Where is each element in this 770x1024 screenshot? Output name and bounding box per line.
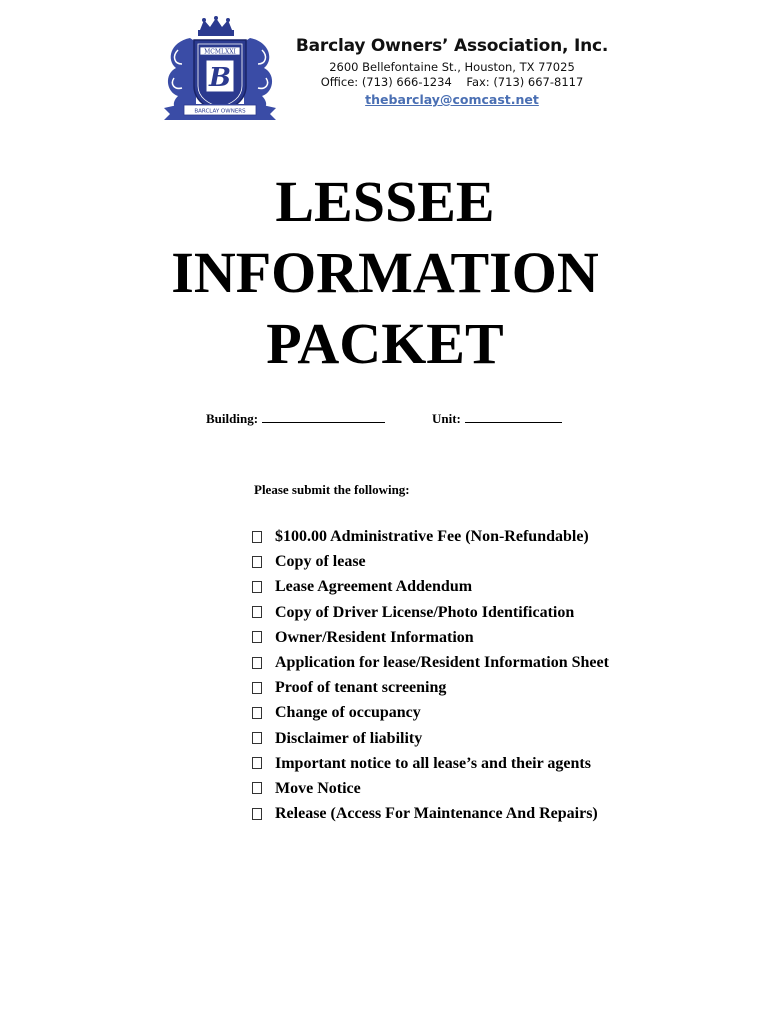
checkbox[interactable]	[252, 657, 262, 669]
checklist-item	[252, 751, 609, 776]
logo-letter: B	[209, 63, 231, 93]
checklist-item-label: Disclaimer of liability	[275, 729, 423, 747]
packet-title	[0, 166, 770, 379]
checkbox[interactable]	[252, 606, 262, 618]
checklist-item	[252, 801, 609, 826]
checklist-item	[252, 776, 609, 801]
checkbox[interactable]	[252, 808, 262, 820]
checklist-item	[252, 675, 609, 700]
title-line-1: LESSEE	[275, 169, 495, 234]
checkbox[interactable]	[252, 782, 262, 794]
checklist-item	[252, 700, 609, 725]
checklist-item	[252, 600, 609, 625]
checklist-item	[252, 549, 609, 574]
checklist-item-label: Release (Access For Maintenance And Repairs)	[275, 805, 598, 823]
organization-header	[270, 36, 634, 108]
checklist-item	[252, 524, 609, 549]
association-logo	[160, 16, 280, 122]
organization-phone-fax: Office: (713) 666-1234 Fax: (713) 667-8117	[320, 75, 584, 89]
checkbox[interactable]	[252, 556, 262, 568]
checkbox[interactable]	[252, 531, 262, 543]
checklist-item	[252, 726, 609, 751]
required-documents-checklist	[252, 524, 609, 826]
organization-name: Barclay Owners’ Association, Inc.	[295, 36, 609, 56]
checkbox[interactable]	[252, 631, 262, 643]
building-label: Building:	[206, 411, 259, 426]
unit-label: Unit:	[432, 411, 461, 426]
checkbox[interactable]	[252, 707, 262, 719]
logo-ribbon-top: MCMLXXI	[204, 48, 236, 56]
checklist-item-label: Copy of lease	[275, 553, 366, 571]
unit-field	[432, 410, 562, 427]
organization-address: 2600 Bellefontaine St., Houston, TX 77025	[329, 60, 575, 74]
building-field	[206, 410, 385, 427]
checklist-item-label: Change of occupancy	[275, 704, 421, 722]
checklist-item-label: Application for lease/Resident Information Sheet	[275, 654, 609, 672]
checkbox[interactable]	[252, 682, 262, 694]
organization-email-link[interactable]: thebarclay@comcast.net	[365, 92, 539, 107]
checklist-item-label: Important notice to all lease’s and their agents	[275, 754, 591, 772]
checklist-item	[252, 574, 609, 599]
checklist-item-label: Move Notice	[275, 779, 361, 797]
checkbox[interactable]	[252, 732, 262, 744]
checklist-item	[252, 625, 609, 650]
submit-instructions: Please submit the following:	[254, 482, 410, 497]
checklist-item-label: Lease Agreement Addendum	[275, 578, 473, 596]
logo-ribbon-bottom: BARCLAY OWNERS	[194, 108, 246, 115]
checklist-item-label: $100.00 Administrative Fee (Non-Refundable)	[275, 528, 589, 546]
checkbox[interactable]	[252, 757, 262, 769]
title-line-2: INFORMATION	[171, 240, 599, 305]
crest-logo-icon	[160, 16, 280, 122]
checklist-item-label: Copy of Driver License/Photo Identification	[275, 603, 575, 621]
checklist-item-label: Proof of tenant screening	[275, 679, 447, 697]
title-line-3: PACKET	[266, 311, 504, 376]
checklist-item	[252, 650, 609, 675]
checkbox[interactable]	[252, 581, 262, 593]
checklist-item-label: Owner/Resident Information	[275, 628, 474, 646]
building-blank[interactable]	[262, 410, 385, 423]
unit-blank[interactable]	[465, 410, 562, 423]
